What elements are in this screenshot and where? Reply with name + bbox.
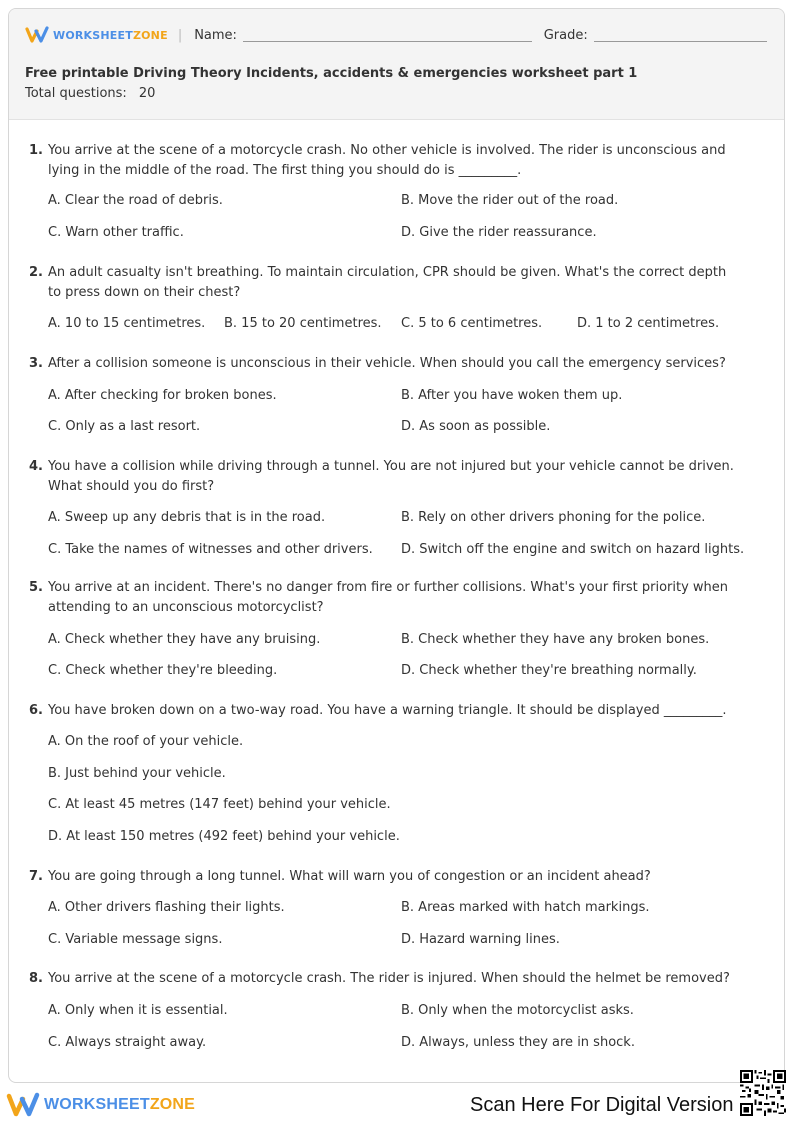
question-text: You have a collision while driving through a tunnel. You are not injured but your vehicle cannot be driven. What should you do first? — [48, 459, 734, 494]
divider: | — [177, 27, 183, 43]
qr-code-icon[interactable] — [740, 1070, 786, 1116]
option-d[interactable]: D. Check whether they're breathing normally. — [401, 663, 697, 678]
option-c[interactable]: C. Variable message signs. — [48, 932, 223, 947]
grade-label: Grade: — [543, 27, 588, 43]
question-text: You arrive at the scene of a motorcycle crash. The rider is injured. When should the helmet be removed? — [48, 971, 730, 986]
worksheetzone-footer-logo[interactable] — [6, 1092, 195, 1118]
question-number: 7. — [29, 869, 43, 884]
scan-here-text: Scan Here For Digital Version — [470, 1094, 734, 1116]
option-a[interactable]: A. On the roof of your vehicle. — [48, 734, 244, 749]
option-c[interactable]: C. Only as a last resort. — [48, 419, 201, 434]
total-questions-label: Total questions: — [25, 86, 127, 101]
option-b[interactable]: B. Check whether they have any broken bones. — [401, 632, 710, 647]
option-a[interactable]: A. Sweep up any debris that is in the road. — [48, 510, 326, 525]
worksheet-title: Free printable Driving Theory Incidents, accidents & emergencies worksheet part 1 — [25, 66, 638, 81]
question-text: An adult casualty isn't breathing. To maintain circulation, CPR should be given. What's the correct depth to press down on their chest? — [48, 265, 727, 300]
question-number: 4. — [29, 459, 43, 474]
question-number: 6. — [29, 703, 43, 718]
option-d[interactable]: D. 1 to 2 centimetres. — [577, 316, 720, 331]
name-field[interactable] — [243, 28, 532, 42]
option-d[interactable]: D. Give the rider reassurance. — [401, 225, 597, 240]
option-a[interactable]: A. Check whether they have any bruising. — [48, 632, 321, 647]
question-text: You arrive at an incident. There's no danger from fire or further collisions. What's your first priority when attending to an unconscious motorcyclist? — [48, 580, 729, 615]
option-c[interactable]: C. 5 to 6 centimetres. — [401, 316, 543, 331]
option-b[interactable]: B. Areas marked with hatch markings. — [401, 900, 650, 915]
name-label: Name: — [194, 27, 237, 43]
option-d[interactable]: D. Hazard warning lines. — [401, 932, 560, 947]
w-logo-icon — [6, 1092, 40, 1118]
option-c[interactable]: C. At least 45 metres (147 feet) behind your vehicle. — [48, 797, 391, 812]
total-questions-value: 20 — [138, 86, 156, 101]
question-text: You have broken down on a two-way road. You have a warning triangle. It should be displayed _________. — [48, 703, 727, 718]
option-d[interactable]: D. At least 150 metres (492 feet) behind your vehicle. — [48, 829, 400, 844]
grade-field[interactable] — [594, 28, 767, 42]
option-c[interactable]: C. Always straight away. — [48, 1035, 207, 1050]
option-d[interactable]: D. Always, unless they are in shock. — [401, 1035, 635, 1050]
option-a[interactable]: A. Other drivers flashing their lights. — [48, 900, 285, 915]
option-d[interactable]: D. As soon as possible. — [401, 419, 551, 434]
logo-text-zone: ZONE — [132, 28, 168, 42]
page-footer — [0, 1088, 793, 1122]
option-c[interactable]: C. Take the names of witnesses and other drivers. — [48, 542, 373, 557]
option-a[interactable]: A. After checking for broken bones. — [48, 388, 277, 403]
option-c[interactable]: C. Warn other traffic. — [48, 225, 184, 240]
option-b[interactable]: B. After you have woken them up. — [401, 388, 623, 403]
logo-text-zone: ZONE — [149, 1096, 196, 1113]
question-number: 2. — [29, 265, 43, 280]
option-d[interactable]: D. Switch off the engine and switch on hazard lights. — [401, 542, 745, 557]
option-a[interactable]: A. 10 to 15 centimetres. — [48, 316, 206, 331]
total-questions — [25, 86, 155, 101]
worksheet — [8, 8, 785, 1083]
question-number: 1. — [29, 143, 43, 158]
option-a[interactable]: A. Clear the road of debris. — [48, 193, 223, 208]
worksheet-header — [9, 9, 784, 120]
question-number: 8. — [29, 971, 43, 986]
option-a[interactable]: A. Only when it is essential. — [48, 1003, 228, 1018]
question-text: You arrive at the scene of a motorcycle crash. No other vehicle is involved. The rider is unconscious and lying in the middle of the road. The first thing you should do is _________. — [48, 143, 726, 178]
option-b[interactable]: B. 15 to 20 centimetres. — [224, 316, 382, 331]
worksheetzone-logo[interactable] — [25, 25, 168, 45]
option-b[interactable]: B. Just behind your vehicle. — [48, 766, 226, 781]
question-text: After a collision someone is unconscious in their vehicle. When should you call the emergency services? — [48, 356, 726, 371]
w-logo-icon — [25, 26, 49, 44]
logo-text-worksheet: WORKSHEET — [53, 28, 133, 42]
logo-text-worksheet: WORKSHEET — [44, 1096, 150, 1113]
question-number: 5. — [29, 580, 43, 595]
option-b[interactable]: B. Rely on other drivers phoning for the police. — [401, 510, 706, 525]
name-grade-row — [25, 25, 767, 45]
option-b[interactable]: B. Move the rider out of the road. — [401, 193, 619, 208]
question-text: You are going through a long tunnel. What will warn you of congestion or an incident ahead? — [48, 869, 651, 884]
question-number: 3. — [29, 356, 43, 371]
option-b[interactable]: B. Only when the motorcyclist asks. — [401, 1003, 634, 1018]
option-c[interactable]: C. Check whether they're bleeding. — [48, 663, 278, 678]
